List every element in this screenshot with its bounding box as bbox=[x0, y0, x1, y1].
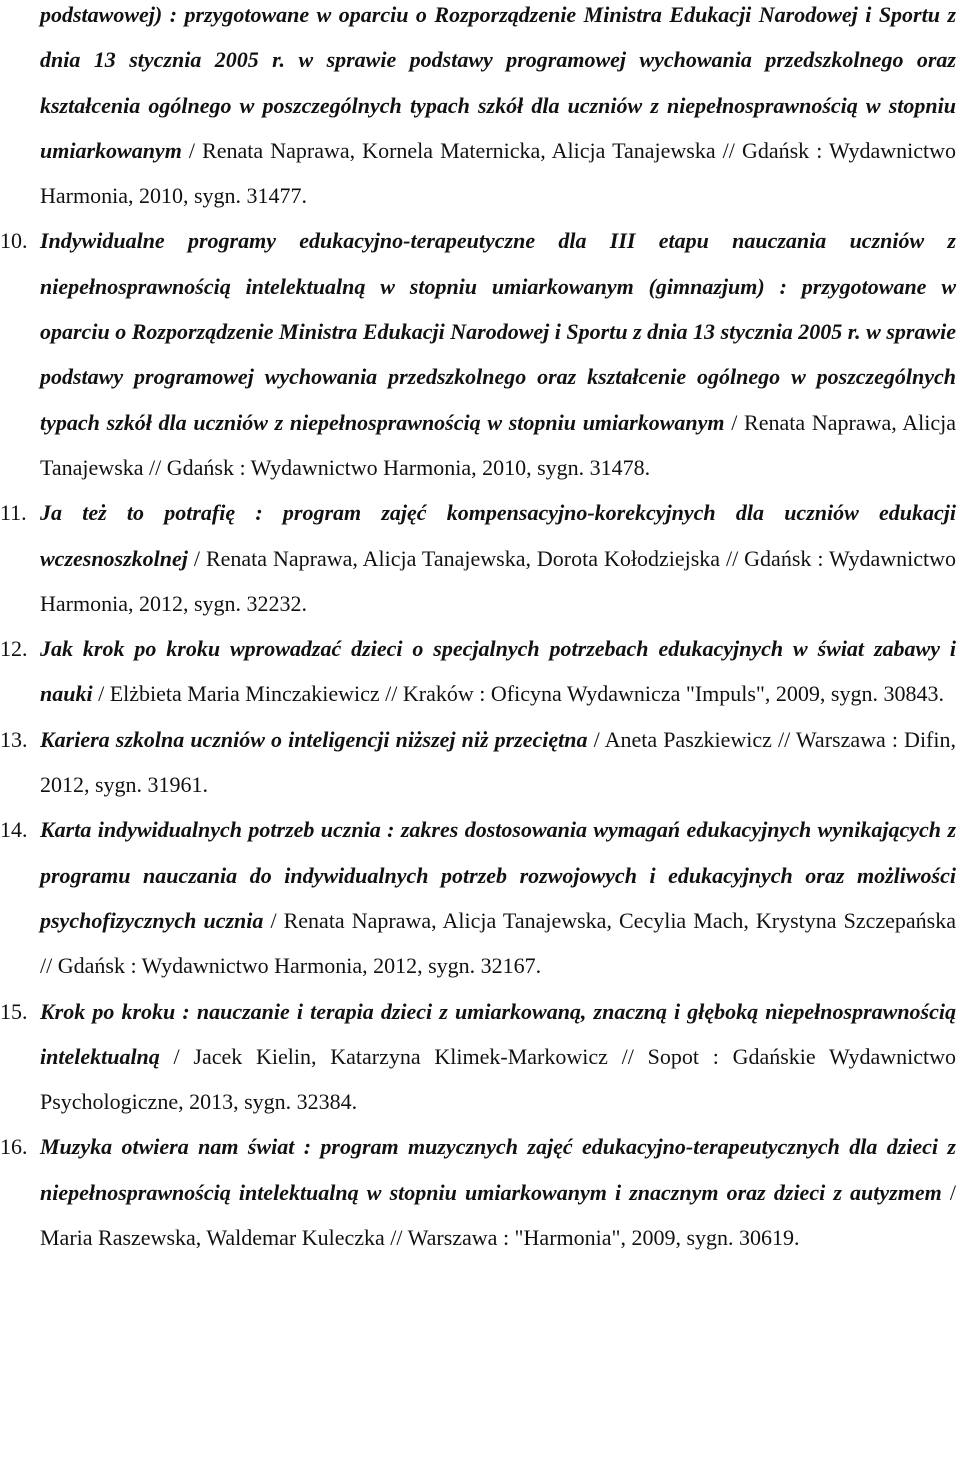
bibliography-entry-12 bbox=[0, 626, 956, 717]
entry-title: Jak krok po kroku wprowadzać dzieci o specjalnych potrzebach edukacyjnych w świat zabawy i nauki bbox=[40, 636, 956, 707]
entry-details: / Renata Naprawa, Alicja Tanajewska, Cecylia Mach, Krystyna Szczepańska // Gdańsk : Wydawnictwo Harmonia, 2012, sygn. 32167. bbox=[40, 907, 956, 979]
entry-details: / Renata Naprawa, Alicja Tanajewska // Gdańsk : Wydawnictwo Harmonia, 2010, sygn. 31478. bbox=[40, 409, 956, 480]
entry-details: / Aneta Paszkiewicz // Warszawa : Difin, 2012, sygn. 31961. bbox=[40, 726, 957, 798]
entry-title: Indywidualne programy edukacyjno-terapeutyczne dla III etapu nauczania uczniów z niepełnosprawnością intelektualną w stopniu umiarkowanym (gimnazjum) : przygotowane w oparciu o Rozporządzenie Ministra Edukacji Narodowej i Sportu z dnia 13 stycznia 2005 r. w sprawie podstawy programowej wychowania przedszkolnego oraz kształcenie ogólnego w poszczególnych typach szkół dla uczniów z niepełnosprawnością w stopniu umiarkowanym bbox=[40, 228, 956, 435]
entry-number: 14. bbox=[0, 817, 28, 843]
entry-number: 11. bbox=[0, 500, 27, 526]
bibliography-entry-11 bbox=[0, 490, 956, 626]
entry-title: Muzyka otwiera nam świat : program muzycznych zajęć edukacyjno-terapeutycznych dla dzieci z niepełnosprawnością intelektualną w stopniu umiarkowanym i znacznym oraz dzieci z autyzmem bbox=[40, 1134, 956, 1205]
entry-number: 12. bbox=[0, 636, 28, 662]
entry-number: 10. bbox=[0, 228, 28, 254]
entry-details: / Renata Naprawa, Alicja Tanajewska, Dorota Kołodziejska // Gdańsk : Wydawnictwo Harmonia, 2012, sygn. 32232. bbox=[40, 545, 956, 616]
entry-number: 15. bbox=[0, 998, 28, 1024]
bibliography-entry-16 bbox=[0, 1124, 956, 1260]
bibliography-entry-10 bbox=[0, 218, 956, 490]
entry-details: / Jacek Kielin, Katarzyna Klimek-Markowicz // Sopot : Gdańskie Wydawnictwo Psychologiczne, 2013, sygn. 32384. bbox=[40, 1043, 956, 1115]
entry-details: / Renata Naprawa, Kornela Maternicka, Alicja Tanajewska // Gdańsk : Wydawnictwo Harmonia, 2010, sygn. 31477. bbox=[40, 137, 956, 209]
entry-details: / Maria Raszewska, Waldemar Kuleczka // Warszawa : "Harmonia", 2009, sygn. 30619. bbox=[40, 1179, 956, 1251]
entry-title: podstawowej) : przygotowane w oparciu o Rozporządzenie Ministra Edukacji Narodowej i Sportu z dnia 13 stycznia 2005 r. w sprawie podstawy programowej wychowania przedszkolnego oraz kształcenia ogólnego w poszczególnych typach szkół dla uczniów z niepełnosprawnością w stopniu umiarkowanym bbox=[40, 2, 956, 163]
entry-title: Krok po kroku : nauczanie i terapia dzieci z umiarkowaną, znaczną i głęboką niepełnosprawnością intelektualną bbox=[40, 998, 956, 1069]
entry-title: Kariera szkolna uczniów o inteligencji niższej niż przeciętna bbox=[40, 726, 588, 752]
entry-number: 16. bbox=[0, 1134, 28, 1160]
entry-number: 13. bbox=[0, 726, 28, 752]
bibliography-entry-9-continued bbox=[40, 0, 956, 218]
bibliography-entry-15 bbox=[0, 989, 956, 1125]
bibliography-entry-13 bbox=[0, 717, 957, 808]
bibliography-entry-14 bbox=[0, 807, 956, 988]
entry-title: Ja też to potrafię : program zajęć kompensacyjno-korekcyjnych dla uczniów edukacji wczesnoszkolnej bbox=[40, 500, 956, 571]
entry-title: Karta indywidualnych potrzeb ucznia : zakres dostosowania wymagań edukacyjnych wynikających z programu nauczania do indywidualnych potrzeb rozwojowych i edukacyjnych oraz możliwości psychofizycznych ucznia bbox=[40, 817, 956, 933]
entry-details: / Elżbieta Maria Minczakiewicz // Kraków : Oficyna Wydawnicza "Impuls", 2009, sygn. 30843. bbox=[92, 681, 944, 707]
